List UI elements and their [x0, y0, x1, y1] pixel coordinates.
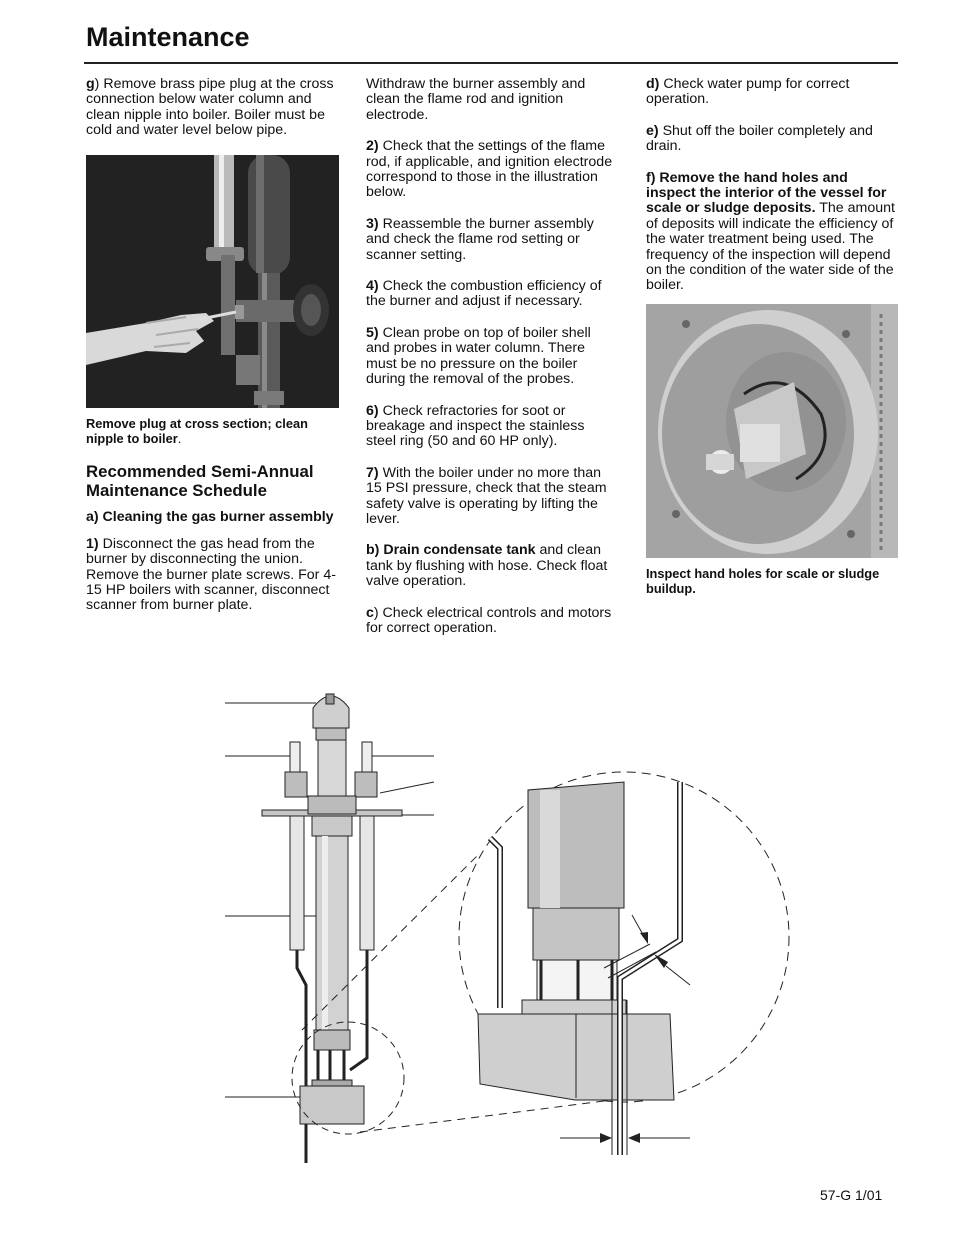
step-d: d) Check water pump for correct operation.: [646, 76, 850, 108]
step-1: 1) Disconnect the gas head from the burner by disconnecting the union. Remove the burner plate screws. For 4-15 HP boilers with scanner, disconnect scanner from burner plate.: [86, 535, 336, 614]
page-title: Maintenance: [86, 22, 250, 52]
step-b: b) Drain condensate tank and clean tank by flushing with hose. Check float valve operation.: [366, 542, 608, 590]
photo-caption-1: Remove plug at cross section; clean nipple to boiler.: [86, 415, 308, 447]
withdraw-text: Withdraw the burner assembly and clean the flame rod and ignition electrode.: [366, 76, 586, 123]
step-g: g) Remove brass pipe plug at the cross connection below water column and clean nipple into boiler. Boiler must be cold and water level below pipe.: [86, 76, 334, 139]
step-c: c) Check electrical controls and motors for correct operation.: [366, 604, 612, 636]
step-5: 5) Clean probe on top of boiler shell and probes in water column. There must be no pressure on the boiler during the removal of the probes.: [366, 324, 591, 388]
step-2: 2) Check that the settings of the flame rod, if applicable, and ignition electrode correspond to those in the illustration below.: [366, 138, 613, 201]
step-e: e) Shut off the boiler completely and drain.: [646, 122, 873, 155]
step-7: 7) With the boiler under no more than 15 PSI pressure, check that the steam safety valve is operating by lifting the lever.: [366, 464, 607, 527]
page-footer: 57-G 1/01: [820, 1187, 883, 1203]
step-6: 6) Check refractories for soot or breakage and inspect the stainless steel ring (50 and 60 HP only).: [366, 402, 585, 450]
step-4: 4) Check the combustion efficiency of the burner and adjust if necessary.: [366, 278, 602, 310]
section-heading: Recommended Semi-Annual Maintenance Schedule: [86, 462, 314, 501]
step-f: f) Remove the hand holes and inspect the interior of the vessel for scale or sludge deposits. The amount of deposits will indicate the efficiency of the water treatment being used. The frequency of the inspection will depend on the condition of the water side of the boiler.: [646, 169, 895, 294]
step-3: 3) Reassemble the burner assembly and check the flame rod setting or scanner setting.: [366, 215, 594, 263]
subheading: a) Cleaning the gas burner assembly: [86, 509, 334, 526]
photo-caption-2: Inspect hand holes for scale or sludge buildup.: [646, 565, 880, 597]
